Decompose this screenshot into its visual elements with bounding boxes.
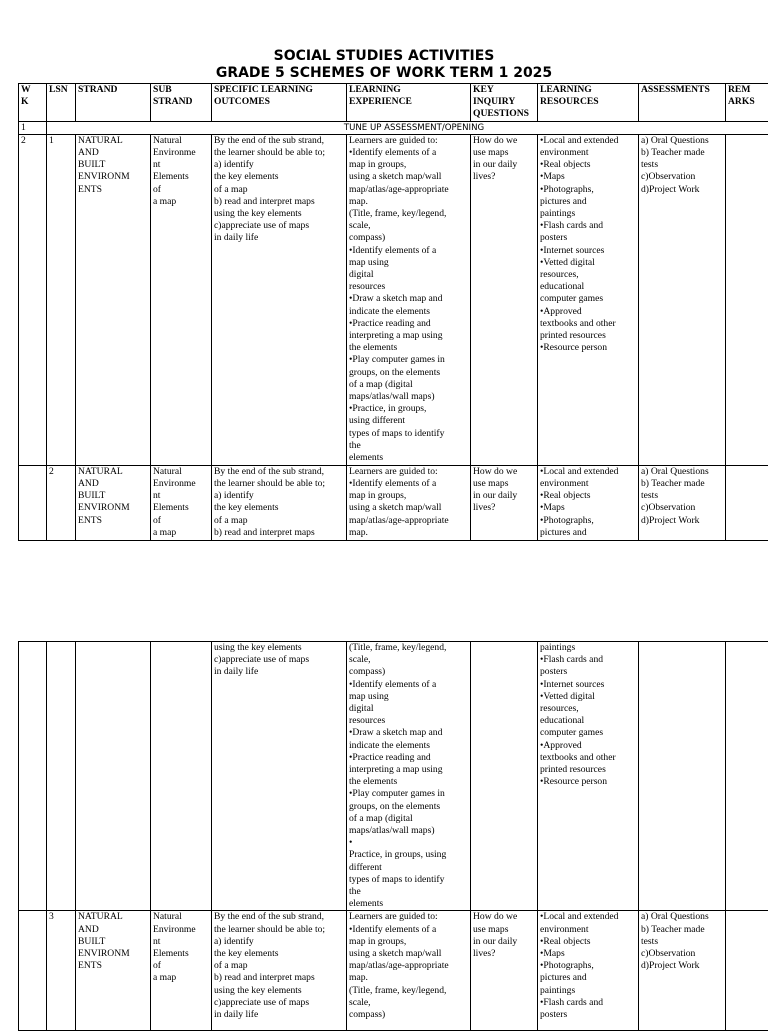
- schemes-table: [18, 83, 768, 541]
- table-cell-wk: [19, 911, 47, 1031]
- table-cell-assessments: a) Oral Questions b) Teacher made tests c)Observation d)Project Work: [639, 134, 726, 465]
- table-cell-lsn: 2: [47, 465, 76, 540]
- header-assessments: ASSESSMENTS: [639, 84, 726, 122]
- header-lsn: LSN: [47, 84, 76, 122]
- table-cell-wk: 1: [19, 121, 47, 134]
- table-cell-experience: Learners are guided to: •Identify elements of a map in groups, using a sketch map/wall map/atlas/age-appropriate map. (Title, frame, key/legend, scale, compass) •Identify elements of a map using digital resources •Draw a sketch map and indicate the elements •Practice reading and interpreting a map using the elements •Play computer games in groups, on the elements of a map (digital maps/atlas/wall maps) •Practice, in groups, using different types of maps to identify the elements: [347, 134, 471, 465]
- table-cell-outcomes: using the key elements c)appreciate use of maps in daily life: [212, 642, 347, 911]
- table-cell-strand: NATURAL AND BUILT ENVIRONM ENTS: [76, 911, 151, 1031]
- table-cell-wk: [19, 642, 47, 911]
- table-cell-lsn: 1: [47, 134, 76, 465]
- table-row: [19, 911, 768, 1031]
- table-cell-strand: NATURAL AND BUILT ENVIRONM ENTS: [76, 134, 151, 465]
- table-cell-strand: NATURAL AND BUILT ENVIRONM ENTS: [76, 465, 151, 540]
- schemes-table-continued: [18, 641, 768, 1031]
- table-row: [19, 134, 768, 465]
- tune-up-row: [19, 121, 768, 134]
- table-cell-resources: •Local and extended environment •Real objects •Maps •Photographs, pictures and paintings •Flash cards and posters: [538, 911, 639, 1031]
- header-experience: LEARNING EXPERIENCE: [347, 84, 471, 122]
- table-cell-assessments: a) Oral Questions b) Teacher made tests c)Observation d)Project Work: [639, 911, 726, 1031]
- tune-up-label: TUNE UP ASSESSMENT/OPENING: [47, 121, 768, 134]
- table-cell-sub-strand: Natural Environme nt Elements of a map: [151, 911, 212, 1031]
- table-cell-sub-strand: Natural Environme nt Elements of a map: [151, 465, 212, 540]
- table-cell-wk: 2: [19, 134, 47, 465]
- table-row: [19, 642, 768, 911]
- table-cell-lsn: 3: [47, 911, 76, 1031]
- table-cell-outcomes: By the end of the sub strand, the learner should be able to; a) identify the key elements of a map b) read and interpret maps: [212, 465, 347, 540]
- header-sub-strand: SUB STRAND: [151, 84, 212, 122]
- header-outcomes: SPECIFIC LEARNING OUTCOMES: [212, 84, 347, 122]
- table-row: [19, 465, 768, 540]
- document-title: SOCIAL STUDIES ACTIVITIES: [0, 48, 768, 65]
- table-cell-remarks: [726, 642, 768, 911]
- table-cell-remarks: [726, 911, 768, 1031]
- table-cell-remarks: [726, 134, 768, 465]
- table-cell-remarks: [726, 465, 768, 540]
- table-cell-sub-strand: [151, 642, 212, 911]
- table-header-row: [19, 84, 768, 122]
- table-cell-outcomes: By the end of the sub strand, the learner should be able to; a) identify the key elements of a map b) read and interpret maps using the key elements c)appreciate use of maps in daily life: [212, 911, 347, 1031]
- table-cell-resources: •Local and extended environment •Real objects •Maps •Photographs, pictures and: [538, 465, 639, 540]
- table-cell-outcomes: By the end of the sub strand, the learner should be able to; a) identify the key elements of a map b) read and interpret maps using the key elements c)appreciate use of maps in daily life: [212, 134, 347, 465]
- header-strand: STRAND: [76, 84, 151, 122]
- table-cell-assessments: a) Oral Questions b) Teacher made tests c)Observation d)Project Work: [639, 465, 726, 540]
- table-cell-inquiry: How do we use maps in our daily lives?: [471, 911, 538, 1031]
- table-cell-inquiry: How do we use maps in our daily lives?: [471, 134, 538, 465]
- table-cell-experience: Learners are guided to: •Identify elements of a map in groups, using a sketch map/wall map/atlas/age-appropriate map. (Title, frame, key/legend, scale, compass): [347, 911, 471, 1031]
- table-cell-sub-strand: Natural Environme nt Elements of a map: [151, 134, 212, 465]
- table-cell-inquiry: How do we use maps in our daily lives?: [471, 465, 538, 540]
- header-remarks: REM ARKS: [726, 84, 768, 122]
- table-cell-resources: •Local and extended environment •Real objects •Maps •Photographs, pictures and paintings •Flash cards and posters •Internet sources •Vetted digital resources, educational computer games •Approved textbooks and other printed resources •Resource person: [538, 134, 639, 465]
- table-cell-inquiry: [471, 642, 538, 911]
- document-subtitle: GRADE 5 SCHEMES OF WORK TERM 1 2025: [0, 65, 768, 82]
- table-cell-experience: (Title, frame, key/legend, scale, compass) •Identify elements of a map using digital resources •Draw a sketch map and indicate the elements •Practice reading and interpreting a map using the elements •Play computer games in groups, on the elements of a map (digital maps/atlas/wall maps) • Practice, in groups, using different types of maps to identify the elements: [347, 642, 471, 911]
- header-wk: W K: [19, 84, 47, 122]
- table-cell-resources: paintings •Flash cards and posters •Internet sources •Vetted digital resources, educational computer games •Approved textbooks and other printed resources •Resource person: [538, 642, 639, 911]
- header-inquiry: KEY INQUIRY QUESTIONS: [471, 84, 538, 122]
- header-resources: LEARNING RESOURCES: [538, 84, 639, 122]
- table-cell-assessments: [639, 642, 726, 911]
- table-cell-lsn: [47, 642, 76, 911]
- table-cell-wk: [19, 465, 47, 540]
- table-cell-experience: Learners are guided to: •Identify elements of a map in groups, using a sketch map/wall map/atlas/age-appropriate map.: [347, 465, 471, 540]
- table-cell-strand: [76, 642, 151, 911]
